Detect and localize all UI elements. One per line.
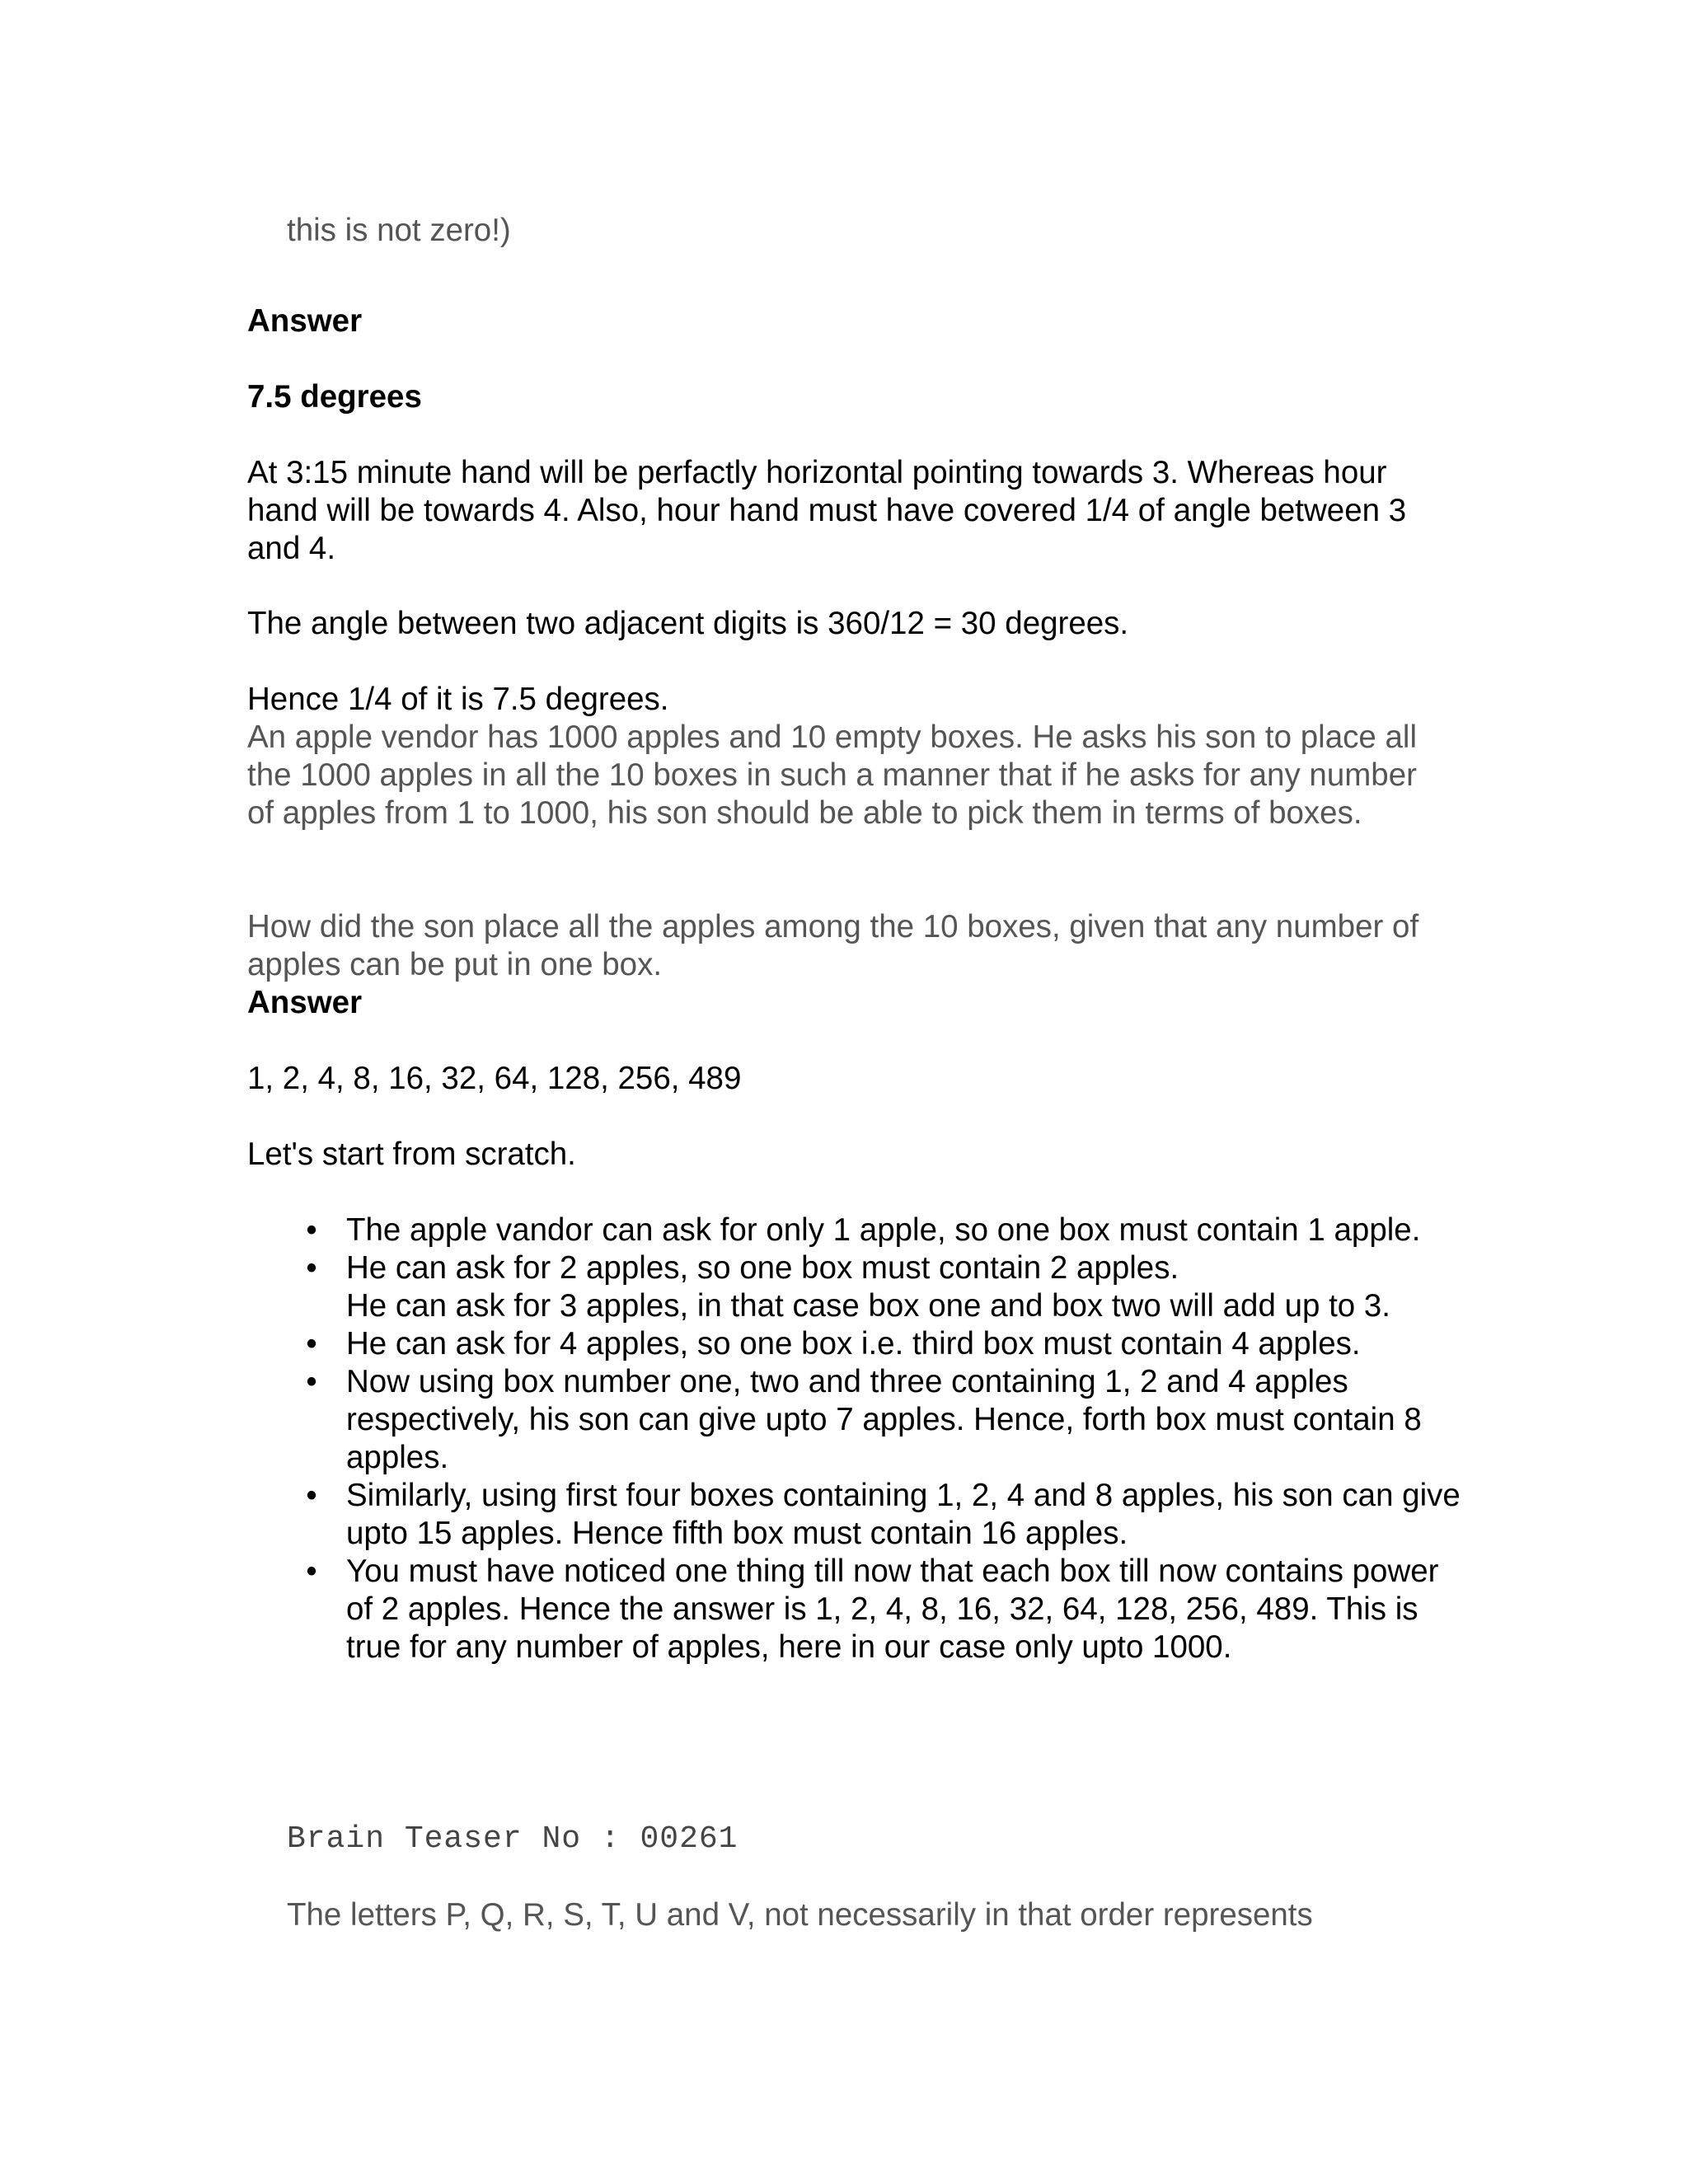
list-item-text: The apple vandor can ask for only 1 apple, so one box must contain 1 apple. — [346, 1212, 1421, 1248]
bullet-icon: • — [306, 1478, 317, 1513]
bullet-icon: • — [306, 1212, 317, 1248]
answer-value: 7.5 degrees — [247, 379, 422, 415]
list-item-text: He can ask for 4 apples, so one box i.e. third box must contain 4 apples. — [346, 1326, 1361, 1361]
brain-teaser-number: Brain Teaser No : 00261 — [287, 1821, 738, 1857]
teaser-question-text: The letters P, Q, R, S, T, U and V, not necessarily in that order represents — [287, 1897, 1313, 1933]
list-item — [247, 1249, 1467, 1325]
explanation-list — [247, 1212, 1467, 1666]
answer-intro: Let's start from scratch. — [247, 1137, 576, 1172]
list-item-text: You must have noticed one thing till now that each box till now contains power of 2 apples. Hence the answer is 1, 2, 4, 8, 16, 32, 64, 128, 256, 489. This is true for any number of apples, here in our case only upto 1000. — [346, 1554, 1439, 1665]
bullet-icon: • — [306, 1250, 317, 1286]
list-item-text: He can ask for 2 apples, so one box must contain 2 apples. He can ask for 3 apples, in that case box one and box two will add up to 3. — [346, 1250, 1391, 1324]
question-paragraph: An apple vendor has 1000 apples and 10 empty boxes. He asks his son to place all the 1000 apples in all the 10 boxes in such a manner that if he asks for any number of apples from 1 to 1000, his son should be able to pick them in terms of boxes. — [247, 719, 1417, 831]
answer-paragraph: At 3:15 minute hand will be perfactly horizontal pointing towards 3. Whereas hour hand will be towards 4. Also, hour hand must have covered 1/4 of angle between 3 and 4. — [247, 455, 1407, 566]
answer-label: Answer — [247, 985, 363, 1020]
question-paragraph: How did the son place all the apples among the 10 boxes, given that any number of apples can be put in one box. — [247, 909, 1419, 982]
answer-paragraph: Hence 1/4 of it is 7.5 degrees. — [247, 682, 669, 717]
answer-paragraph: The angle between two adjacent digits is 360/12 = 30 degrees. — [247, 606, 1129, 641]
answer-label: Answer — [247, 303, 363, 339]
list-item — [247, 1477, 1467, 1553]
bullet-icon: • — [306, 1364, 317, 1399]
list-item — [247, 1363, 1467, 1477]
bullet-icon: • — [306, 1326, 317, 1361]
bullet-icon: • — [306, 1554, 317, 1589]
previous-question-tail: this is not zero!) — [287, 213, 511, 248]
list-item — [247, 1325, 1467, 1363]
list-item-text: Similarly, using first four boxes containing 1, 2, 4 and 8 apples, his son can give upto 15 apples. Hence fifth box must contain 16 apples. — [346, 1478, 1461, 1551]
answer-value: 1, 2, 4, 8, 16, 32, 64, 128, 256, 489 — [247, 1061, 742, 1096]
list-item — [247, 1553, 1467, 1666]
list-item-text: Now using box number one, two and three containing 1, 2 and 4 apples respectively, his son can give upto 7 apples. Hence, forth box must contain 8 apples. — [346, 1364, 1422, 1475]
list-item — [247, 1212, 1467, 1249]
